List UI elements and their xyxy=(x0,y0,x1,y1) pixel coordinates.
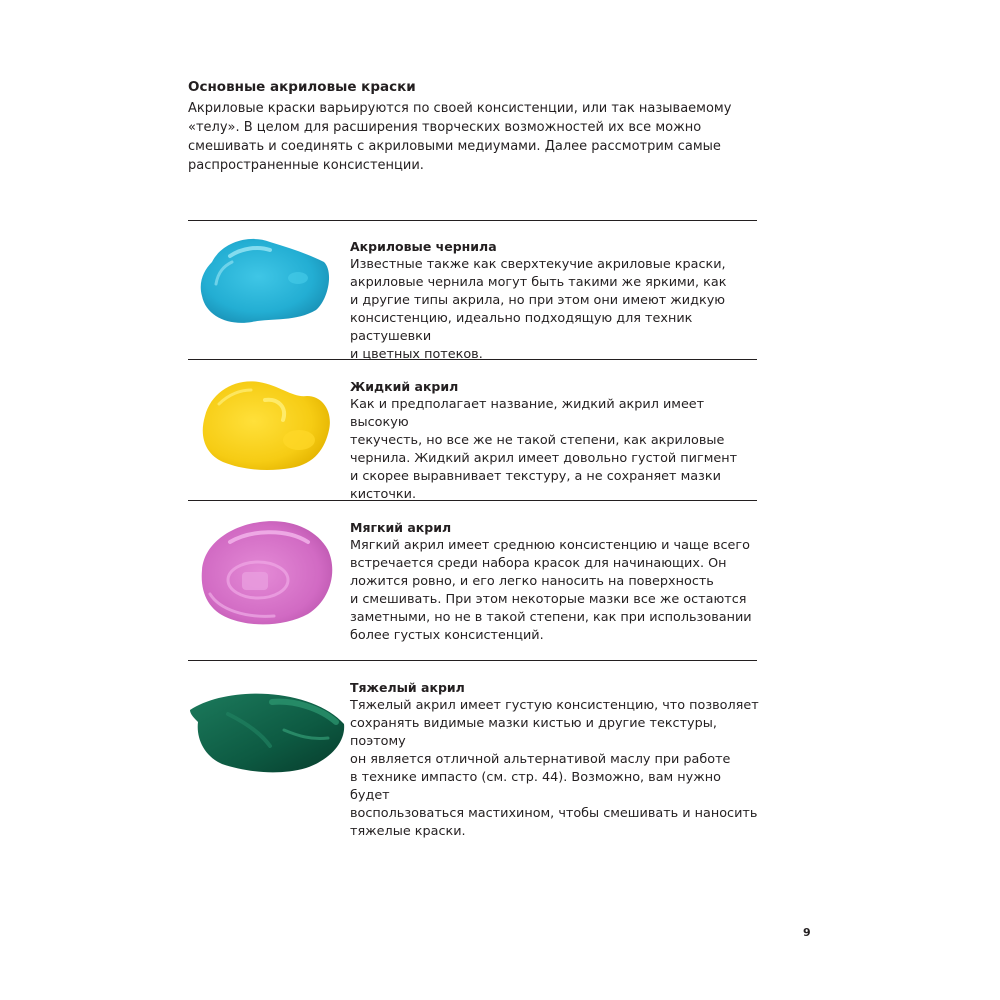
entry-text xyxy=(350,256,760,364)
yellow-paint-blob-icon xyxy=(195,374,335,474)
entry-line: консистенцию, идеально подходящую для техник растушевки xyxy=(350,311,693,344)
entry-line: чернила. Жидкий акрил имеет довольно густой пигмент xyxy=(350,451,738,466)
intro-line: Акриловые краски варьируются по своей консистенции, или так называемому xyxy=(188,101,732,116)
blue-paint-blob-icon xyxy=(198,232,333,327)
entry-title: Тяжелый акрил xyxy=(350,680,465,695)
blob-shape xyxy=(203,381,330,470)
blob-shape xyxy=(190,694,344,773)
entry-line: акриловые чернила могут быть такими же яркими, как xyxy=(350,275,727,290)
entry-line: текучесть, но все же не такой степени, как акриловые xyxy=(350,433,725,448)
entry-fluid-acrylic xyxy=(350,378,760,504)
entry-soft-acrylic xyxy=(350,519,760,645)
magenta-paint-blob-icon xyxy=(190,514,340,630)
entry-title: Акриловые чернила xyxy=(350,239,497,254)
intro-line: «телу». В целом для расширения творческих возможностей их все можно xyxy=(188,120,702,135)
entry-line: Как и предполагает название, жидкий акрил имеет высокую xyxy=(350,397,705,430)
entry-line: заметными, но не в такой степени, как при использовании xyxy=(350,610,752,625)
entry-line: Мягкий акрил имеет среднюю консистенцию и чаще всего xyxy=(350,538,750,553)
entry-line: и цветных потеков. xyxy=(350,347,483,362)
page-number: 9 xyxy=(803,926,811,939)
entry-line: встречается среди набора красок для начинающих. Он xyxy=(350,556,727,571)
blob-shape xyxy=(202,521,333,624)
entry-text xyxy=(350,697,760,841)
entry-line: тяжелые краски. xyxy=(350,824,466,839)
entry-line: ложится ровно, и его легко наносить на поверхность xyxy=(350,574,714,589)
intro-paragraph xyxy=(188,99,748,175)
entry-line: в технике импасто (см. стр. 44). Возможно, вам нужно будет xyxy=(350,770,721,803)
entry-line: кисточки. xyxy=(350,487,417,502)
intro-line: смешивать и соединять с акриловыми медиумами. Далее рассмотрим самые xyxy=(188,139,721,154)
entry-line: сохранять видимые мазки кистью и другие текстуры, поэтому xyxy=(350,716,717,749)
intro-section xyxy=(188,78,748,175)
entry-line: он является отличной альтернативой маслу при работе xyxy=(350,752,731,767)
divider xyxy=(188,220,757,221)
entry-line: Тяжелый акрил имеет густую консистенцию, что позволяет xyxy=(350,698,759,713)
entry-acrylic-ink xyxy=(350,238,760,364)
divider xyxy=(188,660,757,661)
blob-shape xyxy=(201,239,329,323)
entry-line: Известные также как сверхтекучие акриловые краски, xyxy=(350,257,726,272)
entry-line: воспользоваться мастихином, чтобы смешивать и наносить xyxy=(350,806,758,821)
entry-line: и смешивать. При этом некоторые мазки все же остаются xyxy=(350,592,747,607)
entry-line: более густых консистенций. xyxy=(350,628,544,643)
intro-line: распространенные консистенции. xyxy=(188,158,424,173)
entry-title: Жидкий акрил xyxy=(350,379,459,394)
entry-line: и скорее выравнивает текстуру, а не сохраняет мазки xyxy=(350,469,721,484)
green-paint-blob-icon xyxy=(188,688,348,774)
entry-text xyxy=(350,537,760,645)
entry-text xyxy=(350,396,760,504)
entry-line: и другие типы акрила, но при этом они имеют жидкую xyxy=(350,293,726,308)
section-title: Основные акриловые краски xyxy=(188,79,416,95)
entry-heavy-body-acrylic xyxy=(350,679,760,841)
entry-title: Мягкий акрил xyxy=(350,520,452,535)
